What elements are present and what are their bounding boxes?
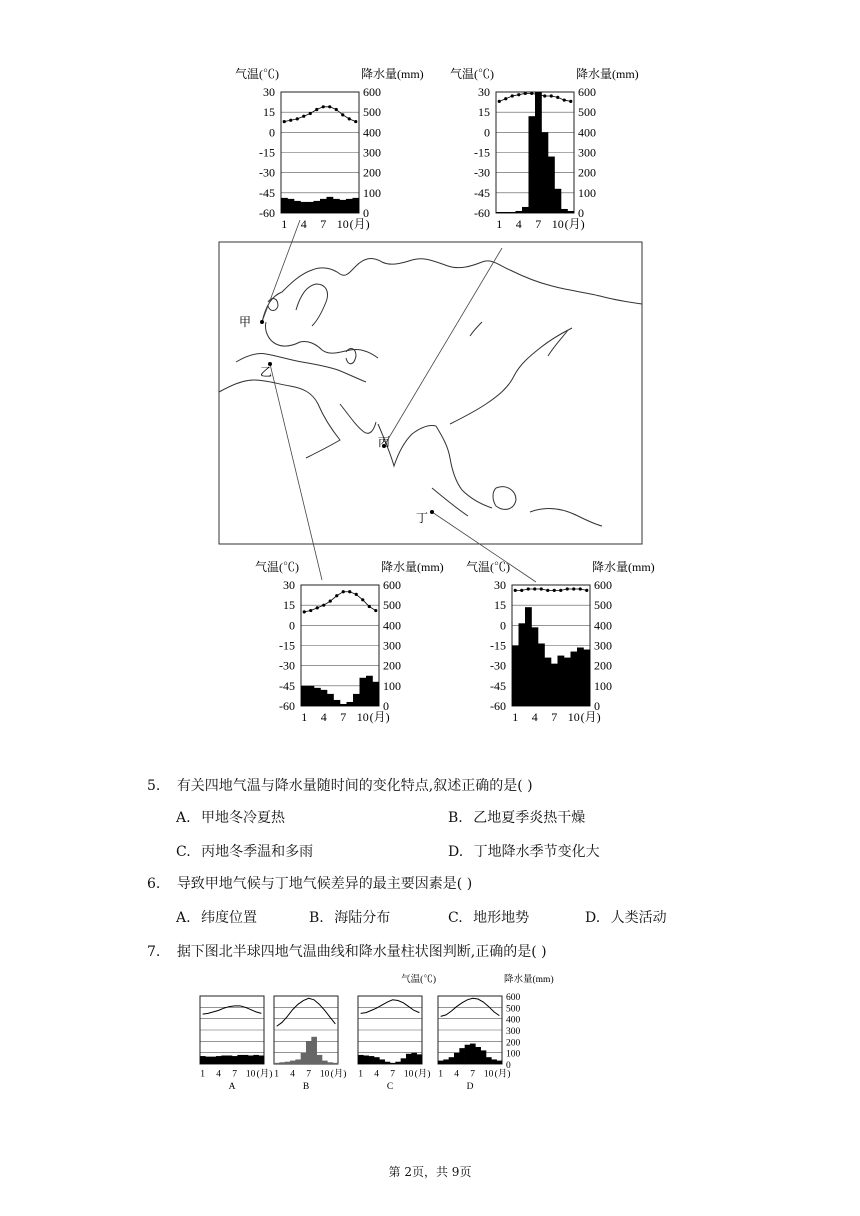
- tick-label-left: 0: [484, 125, 490, 140]
- tick-label-x: (月): [349, 217, 370, 231]
- tick-label-x: 4: [300, 217, 307, 231]
- temperature-point: [374, 609, 377, 612]
- precip-bar: [200, 1056, 206, 1064]
- precip-bar: [491, 1059, 497, 1064]
- precip-bar: [306, 1041, 312, 1064]
- precip-bar: [237, 1055, 243, 1064]
- precip-bar: [248, 1056, 254, 1065]
- precip-bar: [373, 682, 380, 706]
- precip-bar: [363, 1056, 369, 1065]
- axis-title-left: 气温(℃): [401, 975, 436, 985]
- option-key: B.: [309, 910, 324, 926]
- temperature-point: [514, 589, 517, 592]
- location-dot-ding: [430, 510, 434, 514]
- tick-label-right: 100: [363, 185, 381, 200]
- tick-label-x: 10: [245, 1069, 256, 1080]
- precip-bar: [571, 652, 578, 706]
- tick-label-left: -15: [279, 638, 295, 653]
- tick-label-right: 400: [363, 125, 381, 140]
- tick-label-x: 7: [340, 710, 347, 724]
- precip-bar: [438, 1061, 444, 1064]
- panel-title: C: [386, 1082, 394, 1092]
- tick-label-x: 4: [290, 1069, 296, 1080]
- question-stem: 导致甲地气候与丁地气候差异的最主要因素是( ): [176, 876, 473, 892]
- tick-label-left: -60: [490, 699, 506, 713]
- tick-label-left: 15: [283, 598, 295, 613]
- temperature-point: [316, 606, 319, 609]
- map-label-bing: 丙: [378, 435, 391, 449]
- precip-bar: [290, 1061, 296, 1064]
- temperature-point: [527, 587, 530, 590]
- tick-label-right: 200: [506, 1038, 521, 1049]
- tick-label-left: -15: [474, 145, 490, 160]
- tick-label-x: 10: [483, 1069, 494, 1080]
- tick-label-left: 0: [269, 125, 275, 140]
- tick-label-right: 0: [506, 1061, 511, 1071]
- temperature-curve: [304, 592, 376, 612]
- precip-bar: [411, 1053, 417, 1064]
- option-text: 人类活动: [610, 910, 667, 926]
- tick-label-right: 500: [594, 598, 612, 613]
- precip-bar: [347, 702, 354, 706]
- precip-bar: [519, 623, 526, 706]
- question-number: 5.: [147, 778, 161, 794]
- tick-label-left: -45: [490, 678, 506, 693]
- precip-bar: [274, 1063, 280, 1064]
- precip-bar: [327, 1062, 333, 1064]
- precip-bar: [551, 664, 558, 706]
- tick-label-x: 1: [274, 1069, 280, 1080]
- tick-label-x: 1: [438, 1069, 444, 1080]
- tick-label-right: 100: [594, 678, 612, 693]
- tick-label-right: 500: [363, 105, 381, 120]
- tick-label-right: 200: [578, 165, 596, 180]
- precip-bar: [390, 1063, 396, 1064]
- temperature-point: [533, 587, 536, 590]
- temperature-curve: [515, 589, 587, 590]
- tick-label-right: 500: [383, 598, 401, 613]
- tick-label-right: 400: [506, 1015, 521, 1026]
- precip-bar: [385, 1062, 391, 1064]
- temperature-point: [348, 590, 351, 593]
- tick-label-right: 200: [363, 165, 381, 180]
- tick-label-x: (月): [369, 710, 390, 724]
- tick-label-left: 30: [478, 85, 490, 99]
- precip-bar: [454, 1053, 460, 1064]
- option-6d: [585, 908, 667, 928]
- temperature-curve: [277, 998, 336, 1026]
- tick-label-x: (月): [580, 710, 601, 724]
- tick-label-x: 7: [232, 1069, 238, 1080]
- tick-label-right: 600: [578, 85, 596, 99]
- tick-label-x: 4: [454, 1069, 460, 1080]
- precip-bar: [317, 1055, 323, 1064]
- tick-label-x: 7: [320, 217, 327, 231]
- precip-bar: [221, 1056, 227, 1065]
- tick-label-right: 500: [578, 105, 596, 120]
- precip-bar: [216, 1056, 222, 1064]
- climate-chart-A: [174, 972, 273, 1098]
- tick-label-x: (月): [256, 1069, 273, 1080]
- precip-bar: [333, 1063, 339, 1064]
- temperature-point: [546, 589, 549, 592]
- option-key: D.: [585, 910, 601, 926]
- tick-label-right: 400: [594, 618, 612, 633]
- precip-bar: [227, 1056, 233, 1065]
- climate-chart-C: [356, 972, 436, 1098]
- option-key: C.: [448, 910, 463, 926]
- temperature-point: [355, 593, 358, 596]
- precip-bar: [308, 686, 315, 706]
- tick-label-x: 4: [531, 710, 538, 724]
- precip-bar: [417, 1054, 423, 1064]
- option-text: 甲地冬冷夏热: [201, 810, 286, 826]
- tick-label-x: 10: [356, 710, 369, 724]
- tick-label-x: 7: [306, 1069, 312, 1080]
- precip-bar: [314, 688, 321, 706]
- precip-bar: [358, 1055, 364, 1064]
- option-text: 乙地夏季炎热干燥: [473, 810, 586, 826]
- tick-label-left: 30: [283, 578, 295, 592]
- tick-label-right: 400: [383, 618, 401, 633]
- map-frame: [219, 242, 642, 544]
- map-label-yi: 乙: [260, 365, 273, 379]
- option-key: B.: [448, 810, 463, 826]
- map-label-jia: 甲: [239, 315, 252, 329]
- tick-label-x: (月): [414, 1069, 431, 1080]
- tick-label-right: 0: [578, 206, 584, 220]
- temperature-point: [520, 589, 523, 592]
- option-5d: [448, 842, 600, 862]
- panel-title: D: [466, 1082, 474, 1092]
- temperature-curve: [361, 1000, 420, 1014]
- precip-bar: [538, 643, 545, 706]
- tick-label-left: -15: [490, 638, 506, 653]
- tick-label-left: -60: [259, 206, 275, 220]
- precip-bar: [340, 704, 347, 706]
- precip-bar: [475, 1047, 481, 1064]
- tick-label-x: 10: [551, 217, 564, 231]
- precip-bar: [334, 700, 341, 706]
- option-key: D.: [448, 844, 464, 860]
- precip-bar: [295, 1059, 301, 1064]
- tick-label-x: 1: [496, 217, 503, 231]
- location-dot-jia: [260, 320, 264, 324]
- tick-label-x: 10: [567, 710, 580, 724]
- axis-title-left: 气温(℃): [450, 67, 494, 81]
- tick-label-x: 4: [374, 1069, 380, 1080]
- panel-title: B: [302, 1082, 310, 1092]
- precip-bar: [486, 1057, 492, 1064]
- precip-bar: [366, 676, 373, 706]
- precip-bar: [205, 1057, 211, 1064]
- axis-title-right: 降水量(mm): [504, 975, 554, 985]
- option-key: A.: [176, 810, 191, 826]
- option-5c: [176, 842, 313, 862]
- temperature-point: [553, 589, 556, 592]
- temperature-point: [303, 610, 306, 613]
- axis-title-right: 降水量(mm): [381, 560, 444, 574]
- tick-label-left: 30: [494, 578, 506, 592]
- option-key: C.: [176, 844, 191, 860]
- temperature-point: [572, 587, 575, 590]
- map-label-ding: 丁: [416, 511, 429, 525]
- precip-bar: [558, 656, 565, 706]
- precip-bar: [379, 1059, 385, 1064]
- precip-bar: [564, 658, 571, 706]
- temperature-point: [329, 600, 332, 603]
- tick-label-right: 600: [506, 993, 521, 1003]
- precip-bar: [465, 1045, 471, 1064]
- tick-label-x: 7: [390, 1069, 396, 1080]
- tick-label-right: 300: [383, 638, 401, 653]
- precip-bar: [321, 690, 328, 706]
- tick-label-x: 4: [320, 710, 327, 724]
- tick-label-right: 600: [383, 578, 401, 592]
- tick-label-x: (月): [494, 1069, 511, 1080]
- option-key: A.: [176, 910, 191, 926]
- tick-label-left: -30: [279, 658, 295, 673]
- tick-label-left: 15: [263, 105, 275, 120]
- tick-label-x: (月): [564, 217, 585, 231]
- tick-label-right: 500: [506, 1004, 521, 1015]
- precip-bar: [301, 686, 308, 706]
- precip-bar: [243, 1055, 249, 1064]
- panel-title: A: [228, 1082, 236, 1092]
- tick-label-right: 100: [383, 678, 401, 693]
- question-6: [147, 874, 472, 894]
- tick-label-left: -30: [259, 165, 275, 180]
- precip-bar: [470, 1044, 476, 1064]
- tick-label-right: 0: [594, 699, 600, 713]
- tick-label-left: -30: [490, 658, 506, 673]
- tick-label-left: 15: [478, 105, 490, 120]
- tick-label-right: 300: [578, 145, 596, 160]
- climate-chart-B: [270, 972, 356, 1098]
- precip-bar: [443, 1059, 449, 1064]
- climate-chart-ding: [466, 553, 655, 731]
- precip-bar: [577, 648, 584, 706]
- tick-label-right: 0: [363, 206, 369, 220]
- precip-bar: [512, 646, 519, 707]
- precip-bar: [532, 627, 539, 706]
- option-5b: [448, 808, 585, 828]
- precip-bar: [374, 1057, 380, 1064]
- option-5a: [176, 808, 285, 828]
- precip-bar: [406, 1054, 412, 1064]
- tick-label-left: 0: [289, 618, 295, 633]
- tick-label-right: 300: [363, 145, 381, 160]
- precip-bar: [311, 1037, 317, 1064]
- axis-title-left: 气温(℃): [235, 67, 279, 81]
- precip-bar: [301, 1053, 307, 1064]
- precip-bar: [353, 694, 360, 706]
- tick-label-x: (月): [330, 1069, 347, 1080]
- precip-bar: [211, 1057, 217, 1064]
- tick-label-right: 100: [506, 1049, 521, 1060]
- tick-label-x: 1: [358, 1069, 364, 1080]
- precip-bar: [322, 1061, 328, 1064]
- tick-label-right: 300: [506, 1027, 521, 1037]
- precip-bar: [279, 1062, 285, 1064]
- precip-bar: [360, 678, 367, 706]
- tick-label-x: 7: [551, 710, 558, 724]
- tick-label-left: -45: [279, 678, 295, 693]
- tick-label-x: 10: [319, 1069, 330, 1080]
- axis-title-right: 降水量(mm): [592, 560, 655, 574]
- temperature-point: [585, 589, 588, 592]
- axis-title-right: 降水量(mm): [361, 67, 424, 81]
- tick-label-x: 1: [512, 710, 519, 724]
- option-6b: [309, 908, 390, 928]
- option-6a: [176, 908, 257, 928]
- precip-bar: [584, 650, 591, 706]
- precip-bar: [369, 1056, 375, 1064]
- precip-bar: [481, 1050, 487, 1064]
- tick-label-right: 200: [594, 658, 612, 673]
- option-text: 纬度位置: [201, 910, 258, 926]
- tick-label-x: 1: [200, 1069, 206, 1080]
- option-text: 海陆分布: [334, 910, 391, 926]
- temperature-point: [368, 605, 371, 608]
- tick-label-x: 1: [281, 217, 288, 231]
- tick-label-right: 300: [594, 638, 612, 653]
- tick-label-x: 1: [301, 710, 308, 724]
- tick-label-left: 30: [263, 85, 275, 99]
- question-number: 6.: [147, 876, 161, 892]
- temperature-point: [361, 598, 364, 601]
- tick-label-left: -15: [259, 145, 275, 160]
- precip-bar: [545, 658, 552, 706]
- tick-label-right: 600: [363, 85, 381, 99]
- option-text: 地形地势: [473, 910, 530, 926]
- tick-label-x: 7: [470, 1069, 476, 1080]
- question-number: 7.: [147, 944, 161, 960]
- option-text: 丁地降水季节变化大: [473, 844, 600, 860]
- question-7: [147, 942, 547, 962]
- page-footer: 第 2页，共 9页: [388, 1165, 472, 1179]
- temperature-point: [335, 594, 338, 597]
- precip-bar: [285, 1062, 291, 1064]
- axis-title-left: 气温(℃): [255, 560, 299, 574]
- axis-title-left: 气温(℃): [466, 560, 510, 574]
- precip-bar: [395, 1062, 401, 1064]
- question-stem: 有关四地气温与降水量随时间的变化特点,叙述正确的是( ): [176, 778, 533, 794]
- temperature-point: [559, 589, 562, 592]
- precip-bar: [259, 1056, 265, 1065]
- temperature-point: [566, 587, 569, 590]
- tick-label-x: 4: [216, 1069, 222, 1080]
- tick-label-right: 200: [383, 658, 401, 673]
- precip-bar: [459, 1048, 465, 1064]
- tick-label-right: 600: [594, 578, 612, 592]
- tick-label-right: 100: [578, 185, 596, 200]
- tick-label-left: -30: [474, 165, 490, 180]
- option-text: 丙地冬季温和多雨: [201, 844, 314, 860]
- tick-label-right: 400: [578, 125, 596, 140]
- tick-label-left: 15: [494, 598, 506, 613]
- precip-bar: [253, 1055, 259, 1064]
- question-5: [147, 776, 533, 796]
- climate-chart-yi: [255, 553, 444, 731]
- temperature-point: [309, 609, 312, 612]
- temperature-point: [322, 604, 325, 607]
- tick-label-x: 4: [515, 217, 522, 231]
- precip-bar: [232, 1056, 238, 1064]
- precip-bar: [449, 1057, 455, 1064]
- temperature-point: [579, 587, 582, 590]
- tick-label-left: -45: [474, 185, 490, 200]
- climate-chart-D: [401, 972, 554, 1098]
- tick-label-left: -60: [474, 206, 490, 220]
- precip-bar: [401, 1058, 407, 1064]
- tick-label-x: 10: [336, 217, 349, 231]
- question-stem: 据下图北半球四地气温曲线和降水量柱状图判断,正确的是( ): [176, 944, 547, 960]
- tick-label-right: 0: [383, 699, 389, 713]
- tick-label-left: 0: [500, 618, 506, 633]
- axis-title-right: 降水量(mm): [576, 67, 639, 81]
- precip-bar: [497, 1061, 503, 1064]
- tick-label-left: -45: [259, 185, 275, 200]
- option-6c: [448, 908, 529, 928]
- precip-bar: [525, 607, 532, 706]
- temperature-point: [540, 587, 543, 590]
- tick-label-left: -60: [279, 699, 295, 713]
- temperature-point: [342, 590, 345, 593]
- tick-label-x: 7: [535, 217, 542, 231]
- precip-bar: [327, 694, 334, 706]
- tick-label-x: 10: [403, 1069, 414, 1080]
